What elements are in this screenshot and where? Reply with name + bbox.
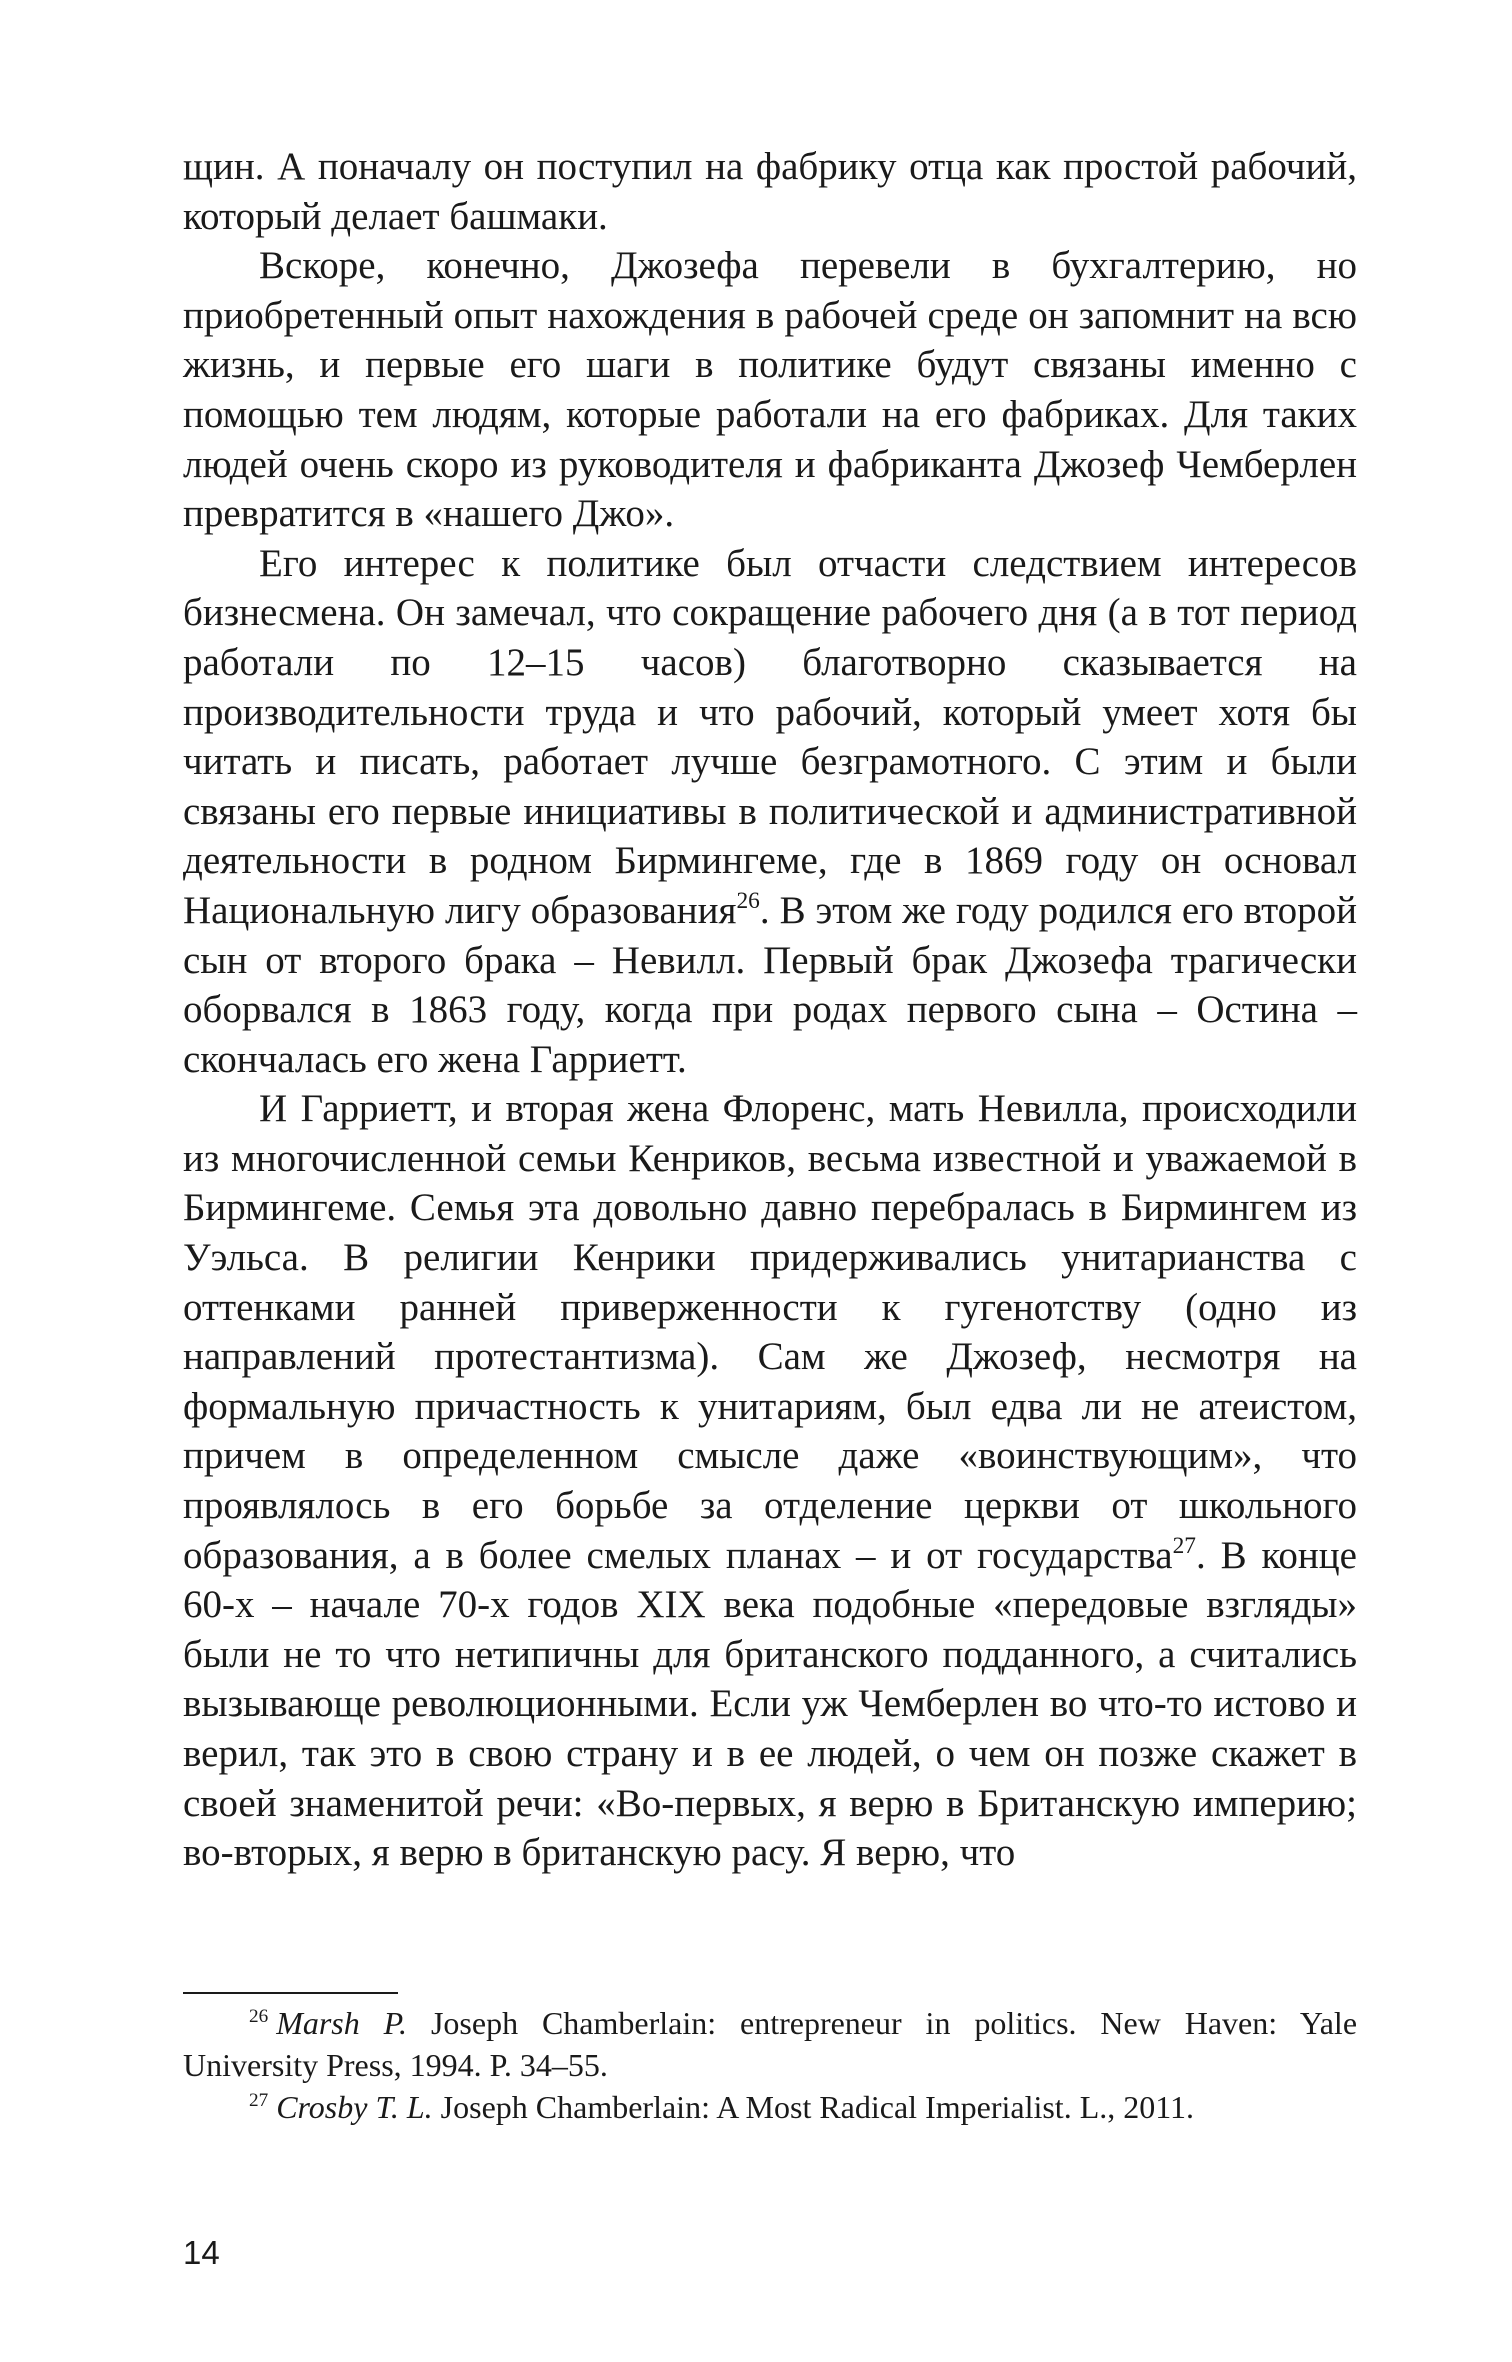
- footnote-number: 27: [249, 2089, 269, 2111]
- footnote-divider: [183, 1992, 398, 1994]
- footnote-ref-27[interactable]: 27: [1172, 1532, 1196, 1559]
- page-number: 14: [183, 2234, 220, 2271]
- paragraph-text: Его интерес к политике был отчасти следствием интересов бизнесмена. Он замечал, что сокращение рабочего дня (а в тот период работали по 12–15 часов) благотворно сказывается на производительности труда и что рабочий, который умеет хотя бы читать и писать, работает лучше безграмотного. С этим и были связаны его первые инициативы в политической и административной деятельности в родном Бирмингеме, где в 1869 году он основал Национальную лигу образования: [183, 541, 1357, 932]
- footnote-number: 26: [249, 2005, 269, 2027]
- paragraph-1: [183, 142, 1357, 241]
- footnote-text: Joseph Chamberlain: A Most Radical Imperialist. L., 2011.: [440, 2089, 1195, 2125]
- footnote-27: [183, 2086, 1357, 2128]
- page-body: [183, 142, 1357, 1878]
- paragraph-text: щин. А поначалу он поступил на фабрику отца как простой рабочий, который делает башмаки.: [183, 145, 1357, 238]
- paragraph-3: [183, 539, 1357, 1085]
- paragraph-text: . В конце 60-х – начале 70-х годов XIX века подобные «передовые взгляды» были не то что нетипичны для британского подданного, а считались вызывающе революционными. Если уж Чемберлен во что-то истово и верил, так это в свою страну и в ее людей, о чем он позже скажет в своей знаменитой речи: «Во-первых, я верю в Британскую империю; во-вторых, я верю в британскую расу. Я верю, что: [183, 1533, 1357, 1875]
- footnote-text: Joseph Chamberlain: entrepreneur in politics. New Haven: Yale University Press, 1994. P. 34–55.: [183, 2005, 1358, 2083]
- footnote-author: Marsh P.: [276, 2005, 408, 2041]
- footnote-author: Crosby T. L.: [276, 2089, 433, 2125]
- main-text: [183, 142, 1357, 1878]
- footnote-26: [183, 2002, 1357, 2086]
- footnote-ref-26[interactable]: 26: [736, 887, 760, 914]
- paragraph-4: [183, 1084, 1357, 1878]
- paragraph-text: Вскоре, конечно, Джозефа перевели в бухгалтерию, но приобретенный опыт нахождения в рабочей среде он запомнит на всю жизнь, и первые его шаги в политике будут связаны именно с помощью тем людям, которые работали на его фабриках. Для таких людей очень скоро из руководителя и фабриканта Джозеф Чемберлен превратится в «нашего Джо».: [183, 244, 1357, 536]
- paragraph-text: И Гарриетт, и вторая жена Флоренс, мать Невилла, происходили из многочисленной семьи Кенриков, весьма известной и уважаемой в Бирмингеме. Семья эта довольно давно перебралась в Бирмингем из Уэльса. В религии Кенрики придерживались унитарианства с оттенками ранней приверженности к гугенотству (одно из направлений протестантизма). Сам же Джозеф, несмотря на формальную причастность к унитариям, был едва ли не атеистом, причем в определенном смысле даже «воинствующим», что проявлялось в его борьбе за отделение церкви от школьного образования, а в более смелых планах – и от государства: [183, 1087, 1357, 1577]
- paragraph-2: [183, 241, 1357, 539]
- paragraph-text: . В этом же году родился его второй сын от второго брака – Невилл. Первый брак Джозефа трагически оборвался в 1863 году, когда при родах первого сына – Остина – скончалась его жена Гарриетт.: [183, 888, 1358, 1081]
- footnotes: [183, 2002, 1357, 2128]
